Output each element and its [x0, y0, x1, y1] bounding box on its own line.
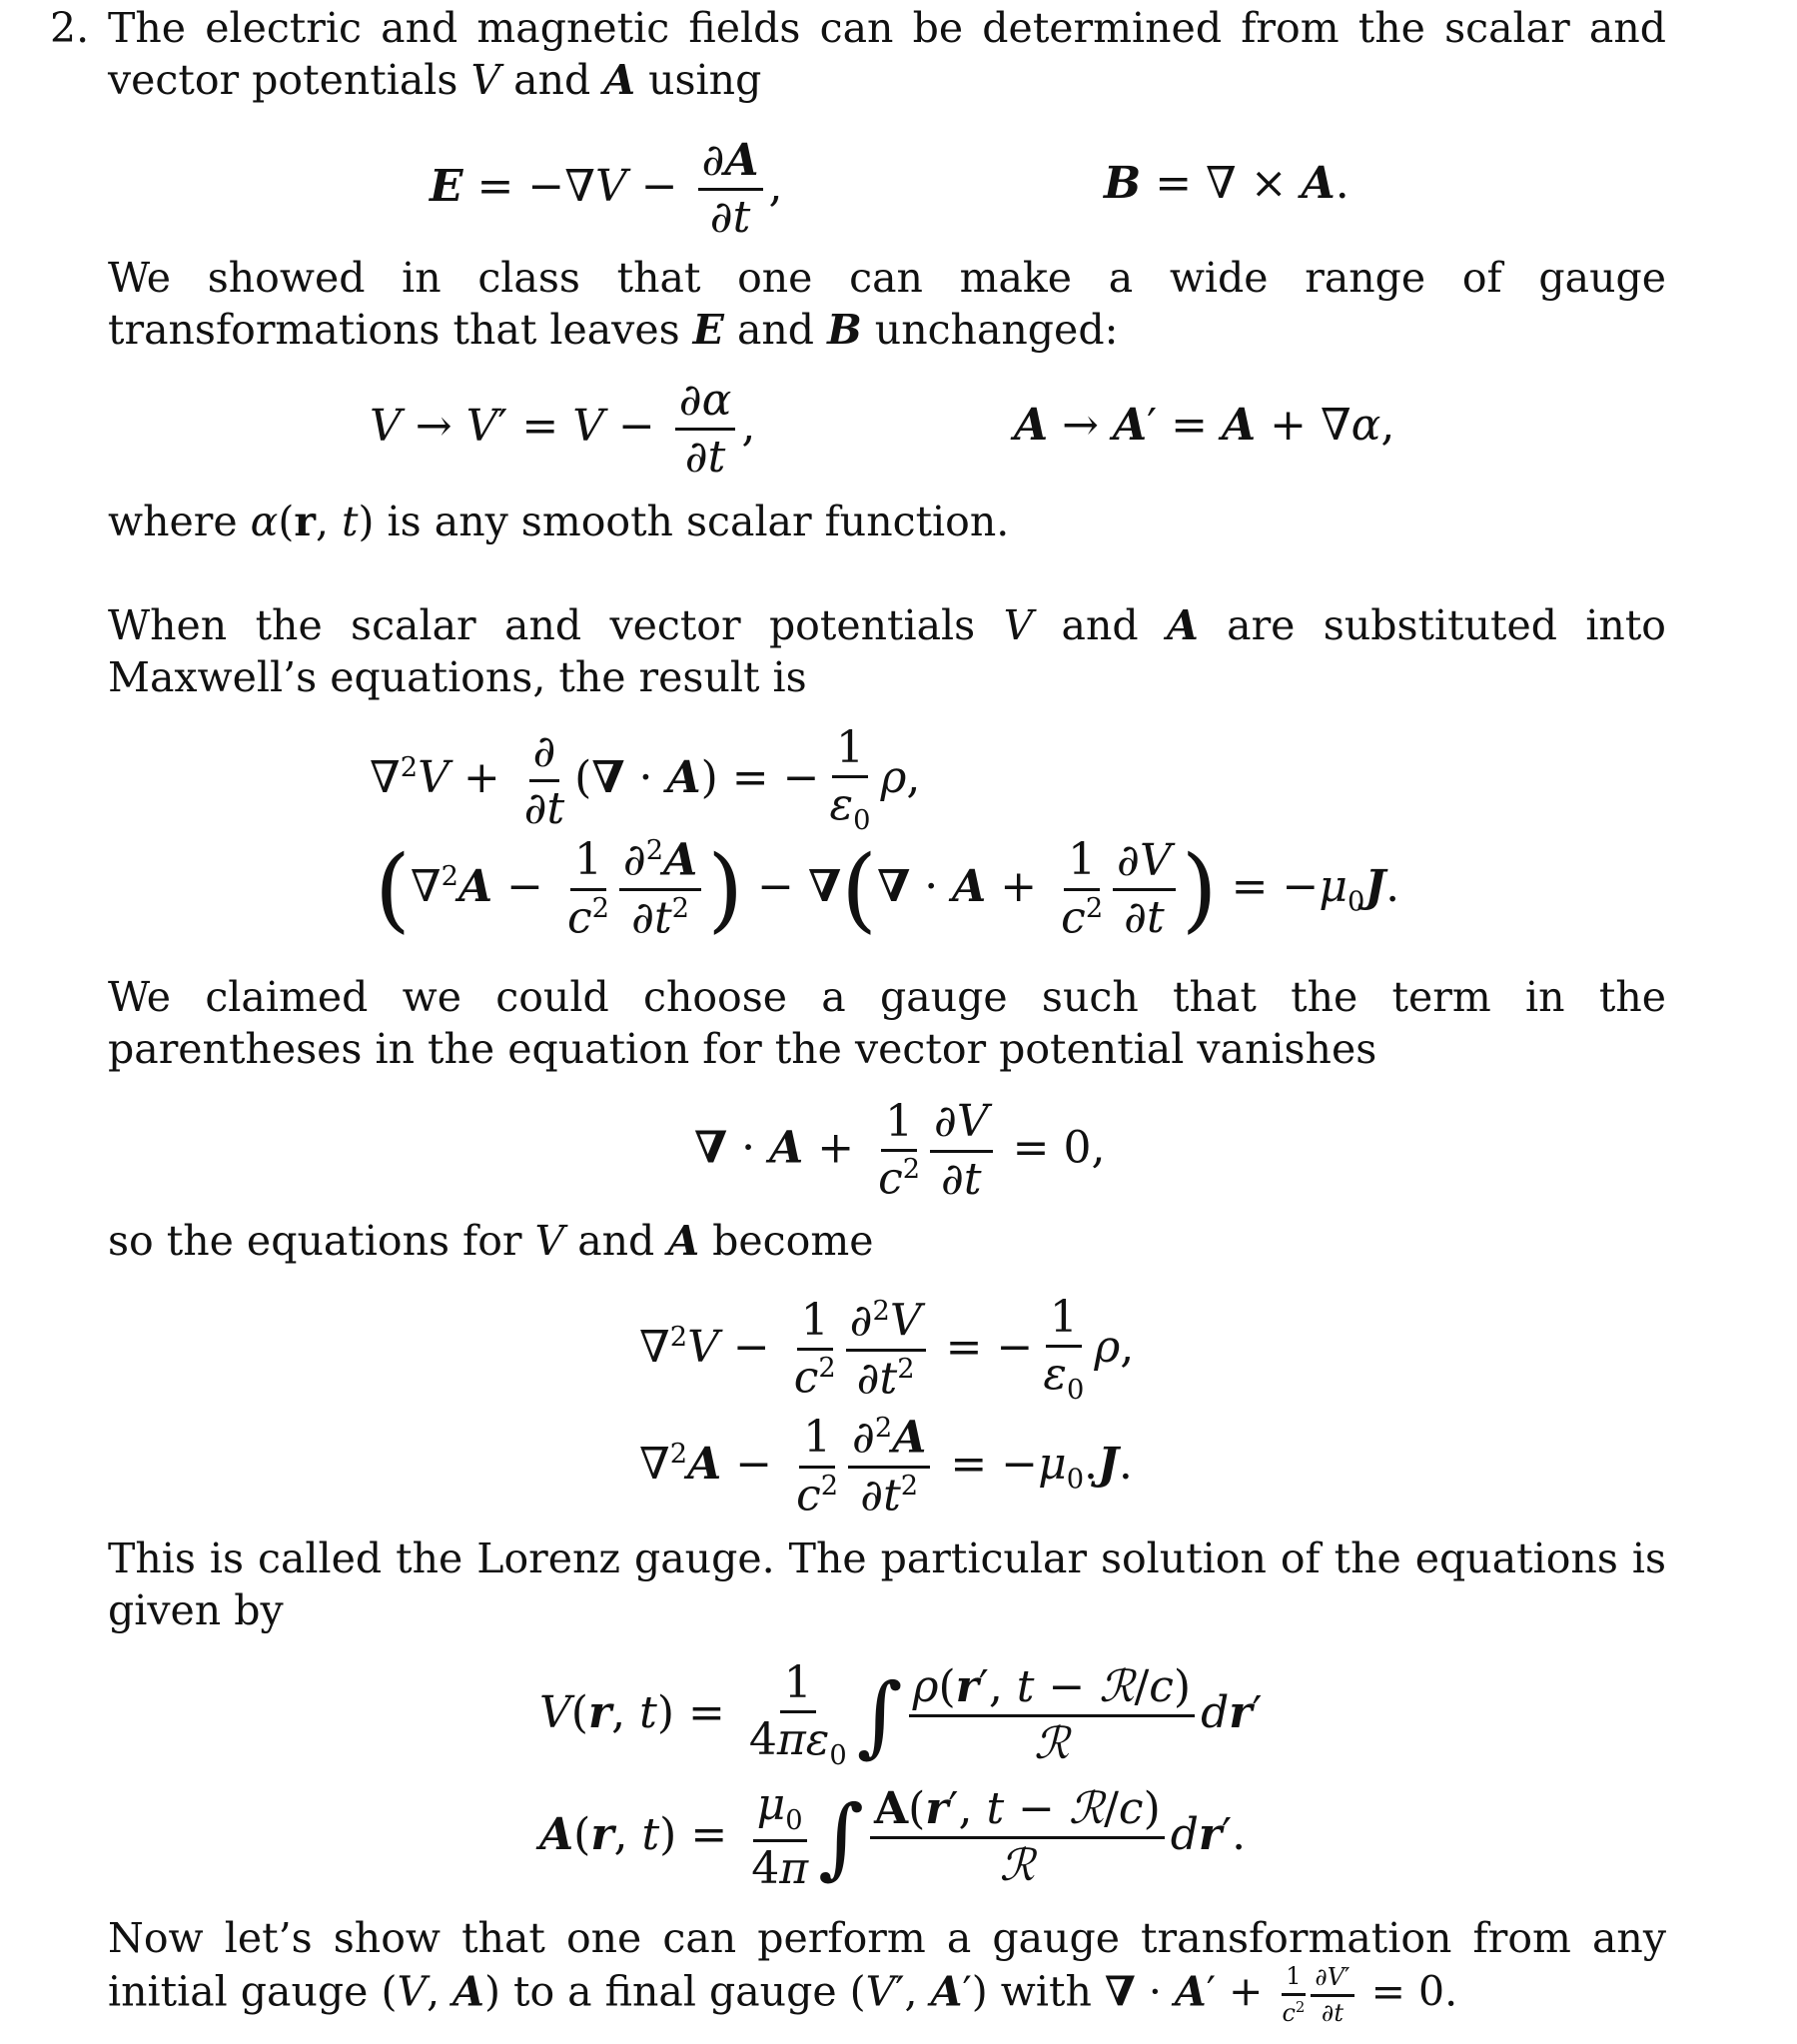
- paragraph-lorenz-gauge: This is called the Lorenz gauge. The particular solution of the equations is given by: [108, 1534, 1666, 1634]
- equation-solution-vector: A(r, t) = $\frac{\mu_0}{4\pi}$ ∫ $\frac{\text{A(r′, t − ℛ/c)}}{\text{ℛ}}$ dr′.: [539, 1779, 1247, 1895]
- equation-wave-vector: ∇$^2$A − $\frac{1}{c^2}$ $\frac{\partial^2A}{\partial t^2}$ = $-\mu_0.J$.: [639, 1412, 1133, 1522]
- paragraph-maxwell: When the scalar and vector potentials V and A are substituted into Maxwell’s equations, the result is: [108, 601, 1666, 701]
- equation-maxwell-scalar: ∇$^2$V + $\frac{\partial}{\partial t}$ (∇ · A) = − $\frac{1}{\varepsilon_0}$ ρ,: [370, 722, 921, 836]
- equation-wave-scalar: ∇$^2$V − $\frac{1}{c^2}$ $\frac{\partial^2V}{\partial t^2}$ = − $\frac{1}{\varepsilon_0}$ ρ,: [639, 1292, 1135, 1406]
- equation-gauge-scalar: V → V′ = V − $\frac{\partial\alpha}{\partial t}$ ,: [370, 375, 756, 484]
- paragraph-gauge-claim: We claimed we could choose a gauge such that the term in the parentheses in the equation for the vector potential vanishes: [108, 973, 1666, 1073]
- equation-electric-field: E = −∇V − $\frac{\partial A}{\partial t}$ ,: [430, 135, 783, 244]
- paragraph-final: Now let’s show that one can perform a gauge transformation from any initial gauge (V, A) to a final gauge (V′, A′) with ∇ · A′ + $\frac{1}{c^2}$ $\frac{\partial V'}{\partial t}$ = 0.: [108, 1914, 1666, 2028]
- equation-gauge-vector: A → A′ = A + ∇α,: [1014, 400, 1395, 451]
- equation-maxwell-vector: (∇$^2$A − $\frac{1}{c^2}$ $\frac{\partial^2A}{\partial t^2}$ ) − ∇(∇ · A + $\frac{1}{c^2}$ $\frac{\partial V}{\partial t}$ ) = $-\mu_0J$.: [375, 834, 1400, 944]
- paragraph-gauge-intro: We showed in class that one can make a wide range of gauge transformations that leaves E and B unchanged:: [108, 254, 1666, 354]
- paragraph-alpha: where α(r, t) is any smooth scalar function.: [108, 498, 1010, 545]
- paragraph-intro: The electric and magnetic fields can be determined from the scalar and vector potentials V and A using: [108, 4, 1666, 104]
- equation-lorenz-condition: ∇ · A + $\frac{1}{c^2}$ $\frac{\partial V}{\partial t}$ = 0,: [694, 1096, 1106, 1205]
- problem-number: 2.: [50, 4, 90, 52]
- paragraph-become: so the equations for V and A become: [108, 1217, 874, 1265]
- equation-solution-scalar: V(r, t) = $\frac{1}{4\pi\varepsilon_0}$ ∫ $\frac{\text{ρ(r′, t − ℛ/c)}}{\text{ℛ}}$ dr′: [539, 1657, 1263, 1771]
- equation-magnetic-field: B = ∇ × A.: [1104, 158, 1349, 209]
